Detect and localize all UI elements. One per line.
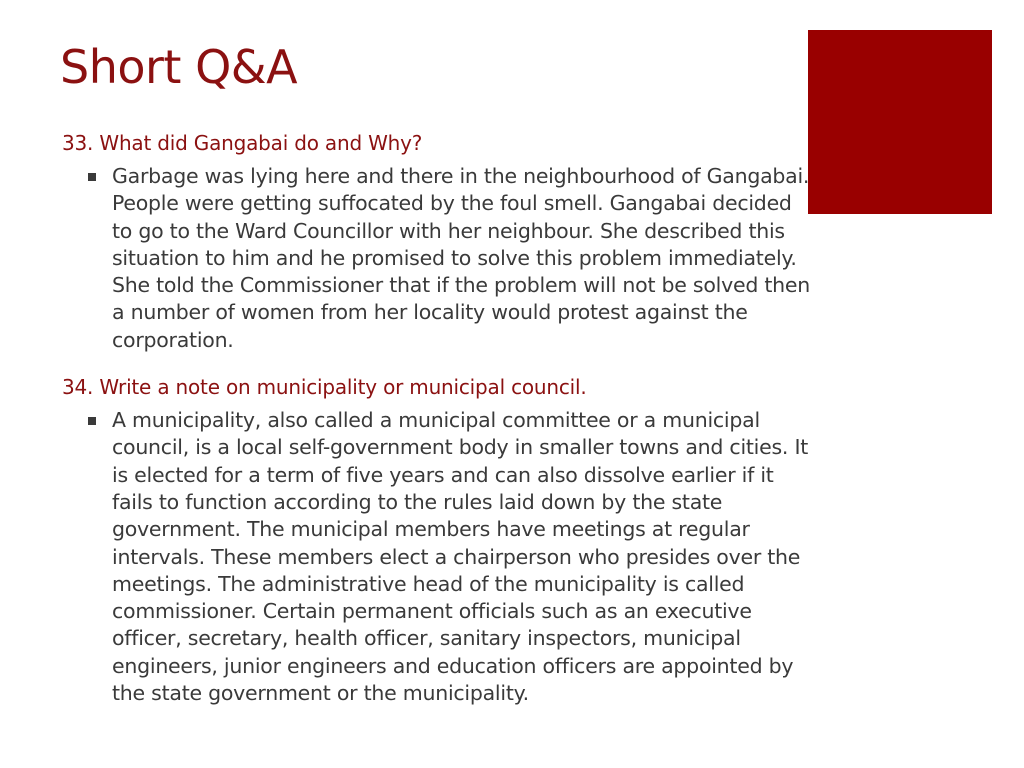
qa-item-34 <box>62 374 812 707</box>
qa-item-33 <box>62 130 812 354</box>
bullet-square-icon <box>88 173 96 181</box>
slide-content <box>62 130 812 707</box>
answer-bullet <box>62 407 812 707</box>
question-heading: 33. What did Gangabai do and Why? <box>62 131 423 155</box>
bullet-square-icon <box>88 417 96 425</box>
slide-title: Short Q&A <box>60 40 298 94</box>
accent-block <box>808 30 992 214</box>
question-heading: 34. Write a note on municipality or municipal council. <box>62 375 587 400</box>
answer-text: Garbage was lying here and there in the neighbourhood of Gangabai. People were getting suffocated by the foul smell. Gangabai decided to go to the Ward Councillor with her neighbour. She described this situation to him and he promised to solve this problem immediately. She told the Commissioner that if the problem will not be solved then a number of women from her locality would protest against the corporation. <box>112 164 810 352</box>
answer-text: A municipality, also called a municipal committee or a municipal council, is a local self-government body in smaller towns and cities. It is elected for a term of five years and can also dissolve earlier if it fails to function according to the rules laid down by the state government. The municipal members have meetings at regular intervals. These members elect a chairperson who presides over the meetings. The administrative head of the municipality is called commissioner. Certain permanent officials such as an executive officer, secretary, health officer, sanitary inspectors, municipal engineers, junior engineers and education officers are appointed by the state government or the municipality. <box>112 408 809 706</box>
answer-bullet <box>62 163 812 354</box>
